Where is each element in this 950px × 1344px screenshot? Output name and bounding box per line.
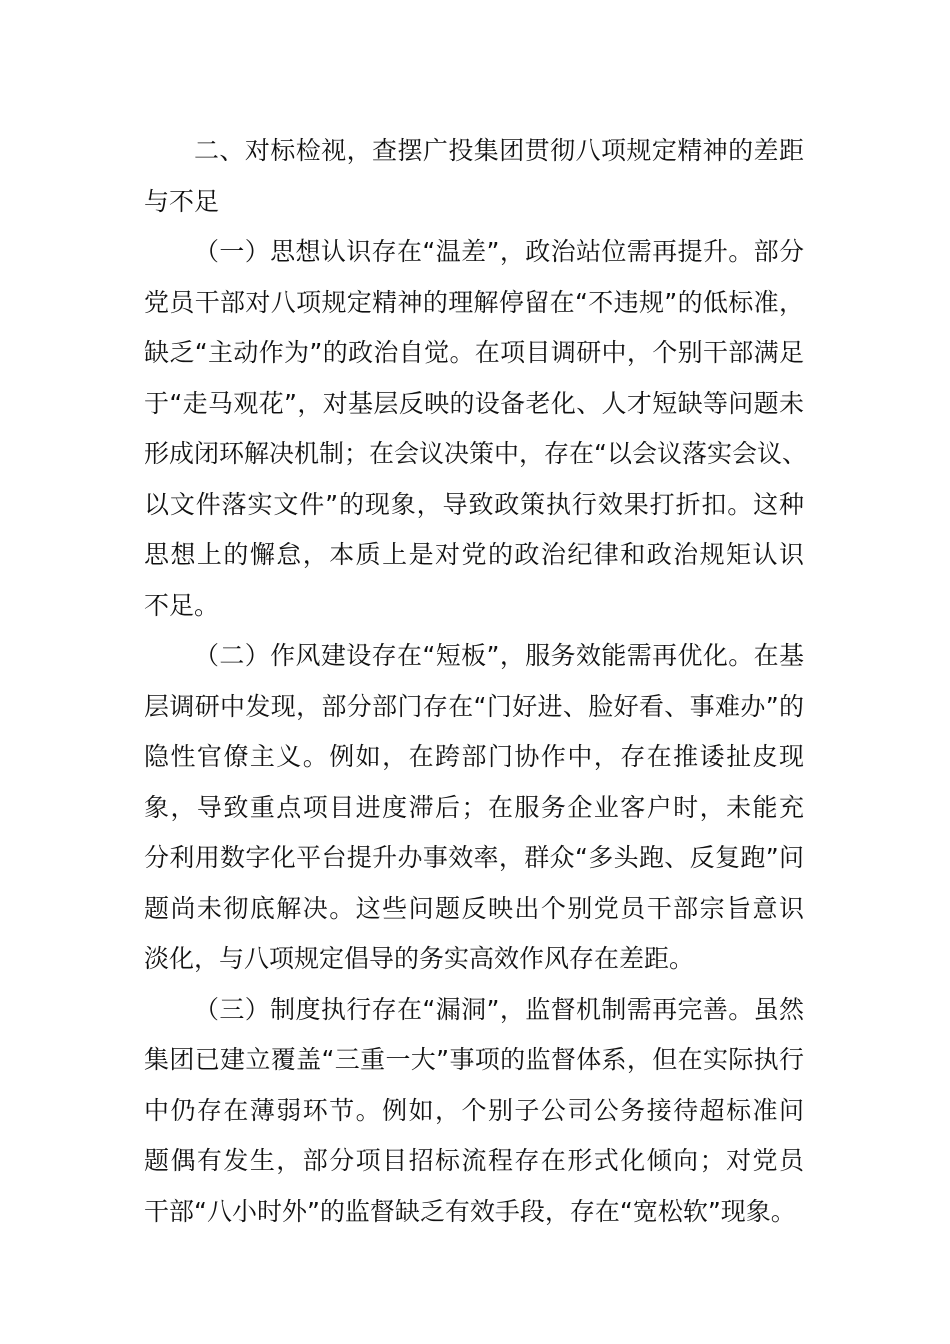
paragraph-line: 题尚未彻底解决。这些问题反映出个别党员干部宗旨意识	[144, 893, 804, 923]
paragraph-line: 以文件落实文件”的现象，导致政策执行效果打折扣。这种	[144, 489, 804, 519]
paragraph-line: （二）作风建设存在“短板”，服务效能需再优化。在基	[194, 641, 804, 670]
paragraph-line: （三）制度执行存在“漏洞”，监督机制需再完善。虽然	[194, 994, 804, 1024]
paragraph-line: 象，导致重点项目进度滞后；在服务企业客户时，未能充	[144, 792, 804, 822]
paragraph-line: 干部“八小时外”的监督缺乏有效手段，存在“宽松软”现象。	[144, 1196, 796, 1226]
paragraph-line: 层调研中发现，部分部门存在“门好进、脸好看、事难办”的	[144, 691, 804, 721]
paragraph-line: 不足。	[144, 590, 220, 620]
paragraph-2	[144, 631, 804, 985]
paragraph-line: 隐性官僚主义。例如，在跨部门协作中，存在推诿扯皮现	[144, 742, 804, 771]
paragraph-1	[144, 227, 807, 631]
paragraph-line: 思想上的懈怠，本质上是对党的政治纪律和政治规矩认识	[144, 540, 804, 569]
heading-line: 二、对标检视，查摆广投集团贯彻八项规定精神的差距	[194, 136, 804, 165]
heading-line: 与不足	[144, 186, 220, 216]
section-heading	[144, 126, 804, 227]
paragraph-line: 中仍存在薄弱环节。例如，个别子公司公务接待超标准问	[144, 1095, 804, 1125]
paragraph-line: 于“走马观花”，对基层反映的设备老化、人才短缺等问题未	[144, 388, 804, 418]
paragraph-3	[144, 985, 804, 1238]
paragraph-line: 题偶有发生，部分项目招标流程存在形式化倾向；对党员	[144, 1146, 804, 1175]
document-body	[144, 126, 807, 1237]
paragraph-line: 党员干部对八项规定精神的理解停留在“不违规”的低标准，	[144, 287, 804, 317]
paragraph-line: 淡化，与八项规定倡导的务实高效作风存在差距。	[144, 944, 695, 973]
paragraph-line: 集团已建立覆盖“三重一大”事项的监督体系，但在实际执行	[144, 1045, 804, 1074]
paragraph-line: 分利用数字化平台提升办事效率，群众“多头跑、反复跑”问	[144, 843, 804, 872]
paragraph-line: 形成闭环解决机制；在会议决策中，存在“以会议落实会议、	[144, 439, 807, 468]
paragraph-line: （一）思想认识存在“温差”，政治站位需再提升。部分	[194, 237, 804, 266]
paragraph-line: 缺乏“主动作为”的政治自觉。在项目调研中，个别干部满足	[144, 338, 804, 367]
